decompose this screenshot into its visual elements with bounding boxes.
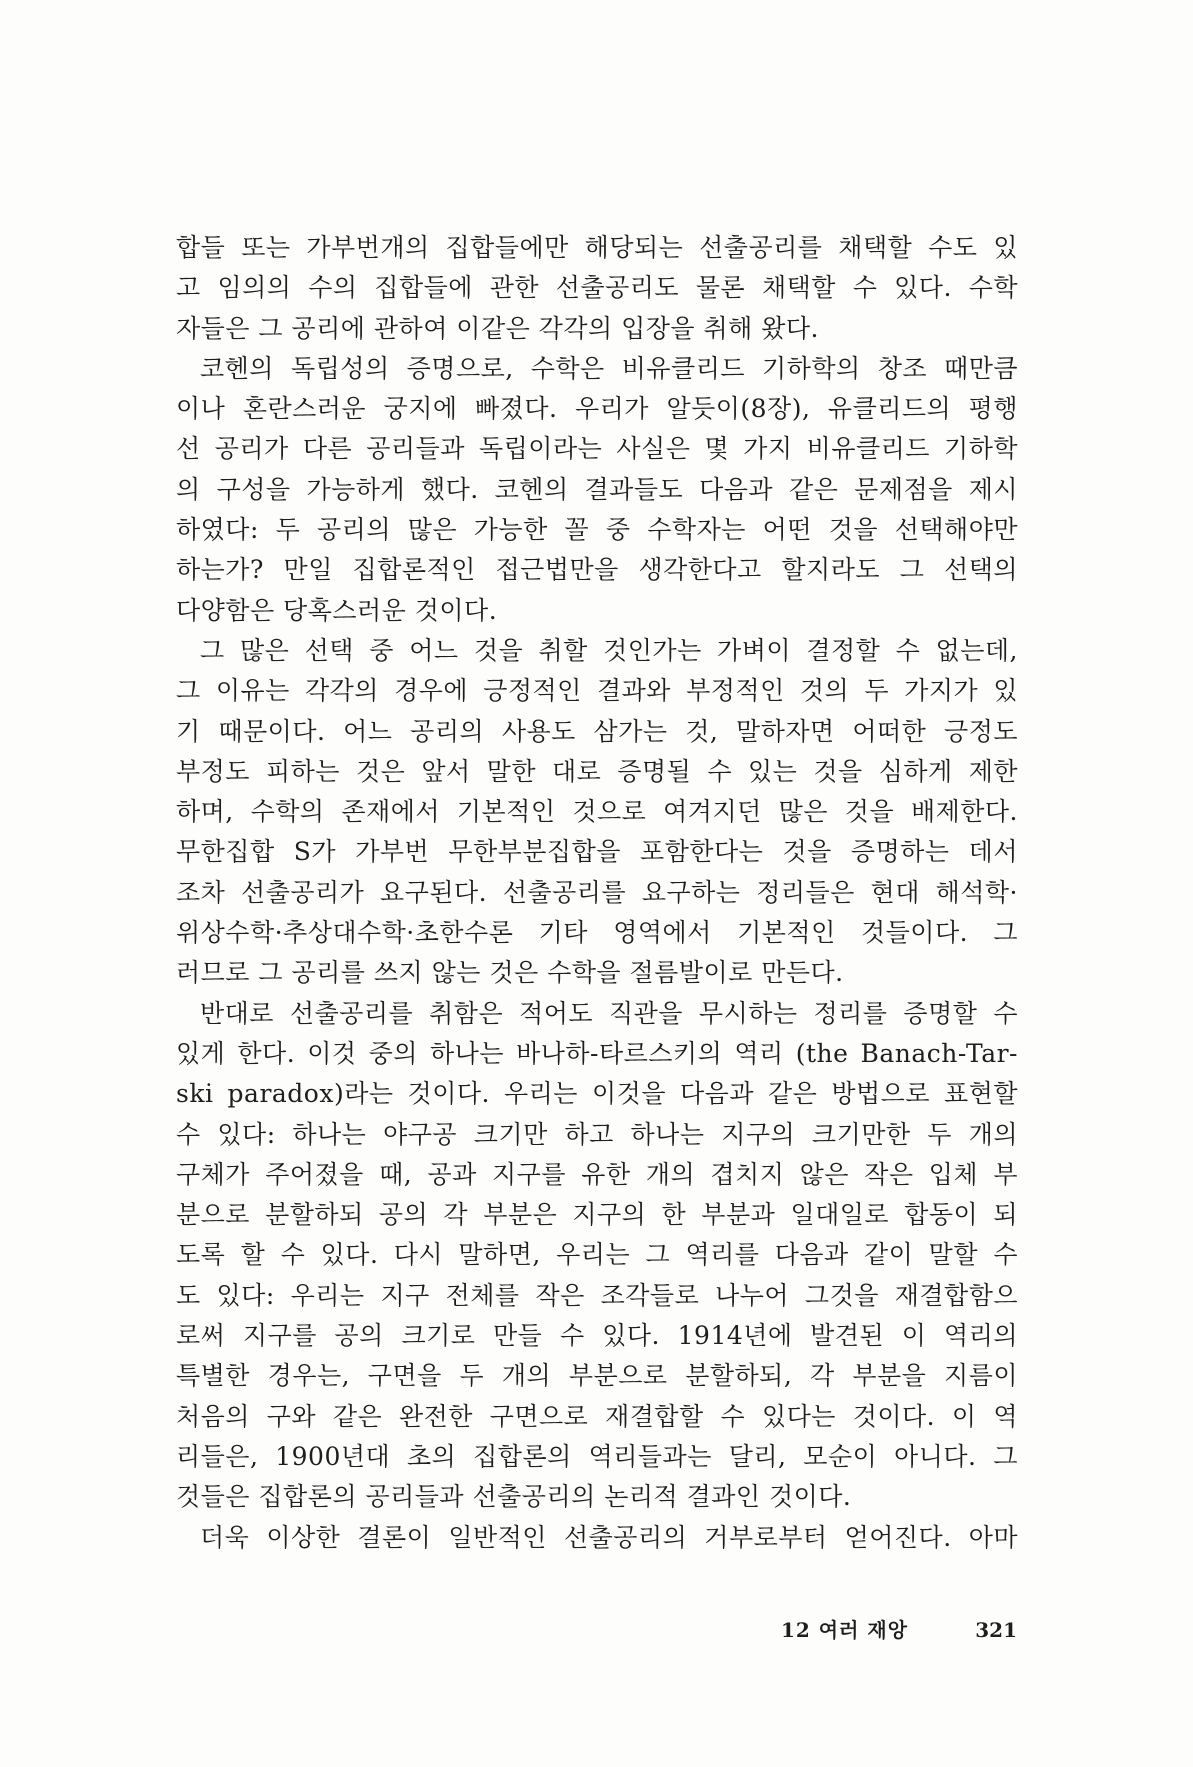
text-line: 반대로 선출공리를 취함은 적어도 직관을 무시하는 정리를 증명할 수: [200, 998, 1018, 1028]
text-line: 도 있다: 우리는 지구 전체를 작은 조각들로 나누어 그것을 재결합함으: [176, 1280, 1018, 1310]
text-line: 있게 한다. 이것 중의 하나는 바나하-타르스키의 역리 (the Banach-Tar-: [176, 1038, 1018, 1068]
text-line: 이나 혼란스러운 궁지에 빠졌다. 우리가 알듯이(8장), 유클리드의 평행: [176, 394, 1018, 424]
text-line: 무한집합 S가 가부번 무한부분집합을 포함한다는 것을 증명하는 데서: [176, 837, 1018, 867]
text-line: 조차 선출공리가 요구된다. 선출공리를 요구하는 정리들은 현대 해석학·: [176, 877, 1018, 907]
text-line: 합들 또는 가부번개의 집합들에만 해당되는 선출공리를 채택할 수도 있: [176, 233, 1018, 262]
text-line: 선 공리가 다른 공리들과 독립이라는 사실은 몇 가지 비유클리드 기하학: [176, 434, 1018, 464]
text-line: 수 있다: 하나는 야구공 크기만 하고 하나는 지구의 크기만한 두 개의: [176, 1119, 1018, 1149]
text-line: ski paradox)라는 것이다. 우리는 이것을 다음과 같은 방법으로 표현할: [176, 1079, 1018, 1109]
text-line: 위상수학·추상대수학·초한수론 기타 영역에서 기본적인 것들이다. 그: [176, 918, 1018, 948]
text-line: 기 때문이다. 어느 공리의 사용도 삼가는 것, 말하자면 어떠한 긍정도: [176, 716, 1018, 746]
text-line: 고 임의의 수의 집합들에 관한 선출공리도 물론 채택할 수 있다. 수학: [176, 273, 1018, 303]
text-line: 구체가 주어졌을 때, 공과 지구를 유한 개의 겹치지 않은 작은 입체 부: [176, 1159, 1018, 1189]
text-line: 하였다: 두 공리의 많은 가능한 꼴 중 수학자는 어떤 것을 선택해야만: [176, 515, 1018, 545]
text-line: 하며, 수학의 존재에서 기본적인 것으로 여겨지던 많은 것을 배제한다.: [176, 797, 1018, 827]
text-line: 로써 지구를 공의 크기로 만들 수 있다. 1914년에 발견된 이 역리의: [176, 1321, 1018, 1351]
text-line: 처음의 구와 같은 완전한 구면으로 재결합할 수 있다는 것이다. 이 역: [176, 1401, 1018, 1431]
text-line: 더욱 이상한 결론이 일반적인 선출공리의 거부로부터 얻어진다. 아마: [200, 1522, 1018, 1552]
text-line: 자들은 그 공리에 관하여 이같은 각각의 입장을 취해 왔다.: [176, 313, 819, 343]
page-footer: [781, 1614, 1017, 1643]
text-line: 다양함은 당혹스러운 것이다.: [176, 595, 498, 625]
text-line: 그 많은 선택 중 어느 것을 취할 것인가는 가벼이 결정할 수 없는데,: [200, 635, 1018, 665]
text-line: 코헨의 독립성의 증명으로, 수학은 비유클리드 기하학의 창조 때만큼: [200, 353, 1018, 383]
text-line: 하는가? 만일 집합론적인 접근법만을 생각한다고 할지라도 그 선택의: [176, 555, 1018, 585]
text-line: 리들은, 1900년대 초의 집합론의 역리들과는 달리, 모순이 아니다. 그: [176, 1441, 1018, 1471]
text-line: 의 구성을 가능하게 했다. 코헨의 결과들도 다음과 같은 문제점을 제시: [176, 474, 1018, 504]
text-line: 부정도 피하는 것은 앞서 말한 대로 증명될 수 있는 것을 심하게 제한: [176, 756, 1018, 786]
running-footer-chapter: 12 여러 재앙: [781, 1618, 909, 1642]
text-line: 분으로 분할하되 공의 각 부분은 지구의 한 부분과 일대일로 합동이 되: [176, 1200, 1018, 1230]
text-line: 도록 할 수 있다. 다시 말하면, 우리는 그 역리를 다음과 같이 말할 수: [176, 1240, 1018, 1270]
text-line: 러므로 그 공리를 쓰지 않는 것은 수학을 절름발이로 만든다.: [176, 958, 844, 988]
text-line: 것들은 집합론의 공리들과 선출공리의 논리적 결과인 것이다.: [176, 1482, 852, 1512]
page-number: 321: [975, 1618, 1017, 1642]
body-text: [176, 228, 1018, 1558]
text-line: 특별한 경우는, 구면을 두 개의 부분으로 분할하되, 각 부분을 지름이: [176, 1361, 1018, 1391]
text-line: 그 이유는 각각의 경우에 긍정적인 결과와 부정적인 것의 두 가지가 있: [176, 676, 1018, 706]
